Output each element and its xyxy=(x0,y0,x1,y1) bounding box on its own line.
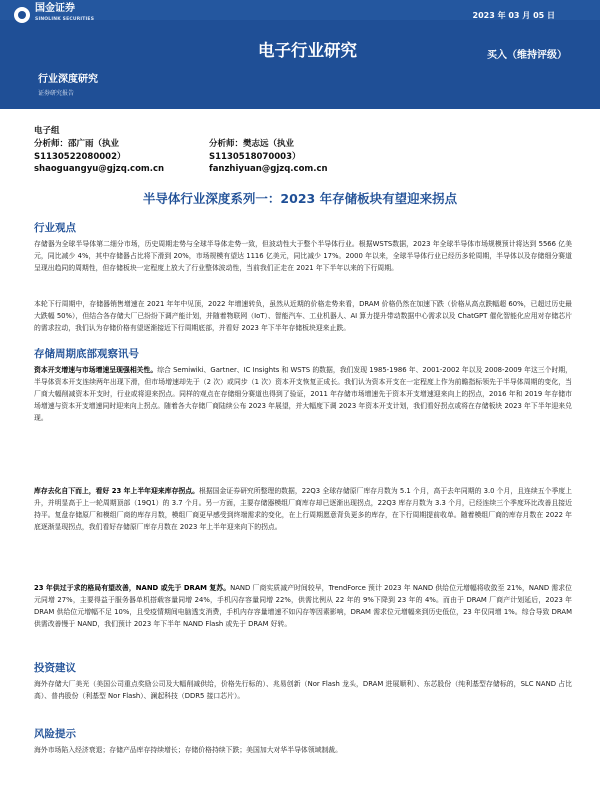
analyst-1-email: shaoguangyu@gjzq.com.cn xyxy=(34,164,165,175)
section-heading-industry-view: 行业观点 xyxy=(34,222,76,234)
logo-mark-icon xyxy=(14,7,30,23)
company-logo xyxy=(14,4,94,25)
main-title: 半导体行业深度系列一：2023 年存储板块有望迎来拐点 xyxy=(142,191,458,206)
analyst-2-license: S1130518070003） xyxy=(209,151,301,162)
paragraph-capex xyxy=(34,364,572,424)
paragraph-supply-demand xyxy=(34,582,572,630)
report-type: 行业深度研究 xyxy=(38,74,98,85)
analyst-2 xyxy=(209,138,328,176)
report-subtype: 证券研究报告 xyxy=(38,90,75,97)
paragraph-capex-lead: 资本开支增速与市场增速呈现强相关性。 xyxy=(34,366,158,374)
section-heading-risks: 风险提示 xyxy=(34,728,76,740)
analyst-2-email: fanzhiyuan@gjzq.com.cn xyxy=(209,164,328,175)
analyst-1-license: S1130522080002） xyxy=(34,151,126,162)
analyst-1 xyxy=(34,138,164,176)
paragraph-investment: 海外存储大厂美光（美国公司重点奖励公司及大幅削减供给，价格先行标的）、兆易创新（Nor Flash 龙头，DRAM 进展顺利）、东芯股份（纯利基型存储标的，SLC NAND 占比高）、普冉股份（利基型 Nor Flash）、澜起科技（DDR5 接口芯片）。 xyxy=(34,680,572,701)
paragraph-inventory xyxy=(34,485,572,533)
section-heading-cycle-signals: 存储周期底部观察讯号 xyxy=(34,348,139,360)
analyst-group: 电子组 xyxy=(34,126,60,136)
logo-subtitle: SINOLINK SECURITIES xyxy=(35,17,95,22)
analyst-1-name: 分析师：邵广雨（执业 xyxy=(34,139,120,149)
rating-badge: 买入（维持评级） xyxy=(487,50,567,61)
report-date: 2023 年 03 月 05 日 xyxy=(472,11,555,20)
paragraph-inventory-body: 根据国金证券研究所整理的数据，22Q3 全球存储原厂库存月数为 5.1 个月，高于去年同期的 3.0 个月，且连续五个季度上升，并明显高于上一轮周期顶部（19Q1）的 3.7 个月。另一方面，主要存储器模组厂商库存却已逐渐出现拐点，22Q3 库存月数为 3.3 个月，已经连续三个季度环比改善且接近持平。复盘存储原厂和模组厂商的库存月数，模组厂商更早感受到终端需求的变化，在上行周期愿意背负更多的库存，在下行周期提前收单。随着模组厂商的库存月数在 2022 年底逐渐显现拐点，我们看好存储原厂库存月数在 2023 年上半年迎来向下的拐点。 xyxy=(34,487,572,532)
section-heading-investment: 投资建议 xyxy=(34,662,76,674)
paragraph-downcycle: 本轮下行周期中，存储器销售增速在 2021 年年中见顶，2022 年增速转负，虽然从近期的价格走势来看，DRAM 价格仍然在加速下跌（价格从高点跌幅超 60%，已超过历史最大跌幅 50%），但结合各存储大厂已纷纷下调产能计划，并随着物联网（IoT）、智能汽车、工业机器人、AI 算力提升带动数据中心需求以及 ChatGPT 催化智能化应用对存储芯片的需求拉动，我们认为存储价格有望逐渐接近下行周期底部，并看好 2023 年下半年存储板块迎来止跌。 xyxy=(34,300,572,333)
report-title: 电子行业研究 xyxy=(258,41,357,60)
paragraph-risks: 海外市场陷入经济衰退；存储产品库存持续增长；存储价格持续下跌；美国加大对华半导体领域制裁。 xyxy=(34,746,342,754)
paragraph-supply-demand-body: NAND 厂商实质减产时间较早，TrendForce 预计 2023 年 NAND 供给位元增幅将收敛至 21%，NAND 需求位元同增 27%，主要得益于服务器单机搭载容量同增 24%，手机闪存容量同增 22%，供需比例从 22 年的 9%下降到 23 年的 4%。而由于 DRAM 厂商产计划延后，2023 年 DRAM 供给位元增幅不足 10%，且受疫情期间电脑透支消费，手机内存容量增速不如闪存等因素影响，DRAM 需求位元增幅来到历史低位，23 年仅同增 1%。综合导致 DRAM 供需改善慢于 NAND，我们预计 2023 年下半年 NAND Flash 或先于 DRAM 好转。 xyxy=(34,584,573,629)
paragraph-supply-demand-lead: 23 年供过于求的格局有望改善，NAND 或先于 DRAM 复苏。 xyxy=(34,584,231,592)
paragraph-inventory-lead: 库存去化自下而上，看好 23 年上半年迎来库存拐点。 xyxy=(34,487,199,495)
logo-name: 国金证券 xyxy=(35,3,75,14)
paragraph-industry-overview: 存储器为全球半导体第二细分市场，历史周期走势与全球半导体走势一致，但波动性大于整个半导体行业。根据WSTS数据，2023 年全球半导体市场规模预计将达到 5566 亿美元，同比减少 4%，其中存储器占比将下滑到 20%，市场规模有望达 1116 亿美元，同比减少 17%。2000 年以来，全球半导体行业已经历多轮周期，半导体以及存储细分赛道呈现出趋同的周期性，但存储板块一定程度上放大了行业整体波动性，当前我们正走在 2021 年下半年以来的下行周期。 xyxy=(34,240,572,273)
analyst-2-name: 分析师：樊志远（执业 xyxy=(209,139,295,149)
paragraph-capex-body: 综合 Semiwiki、Gartner、IC Insights 和 WSTS 的数据，我们发现 1985-1986 年、2001-2002 年以及 2008-2009 年这三个时期，半导体资本开支连续两年出现下滑，但市场增速却先于（2 次）或同步（1 次）资本开支恢复正成长。我们认为资本开支在一定程度上作为前瞻指标领先于半导体周期的变化，当厂商大幅削减资本开支时，行业或将迎来拐点。同样的观点在存储细分赛道也得到了验证，2011 年存储市场增速先于资本开支增速迎来向上的拐点，2016 年和 2019 年存储市场增速与资本开支增速同时迎来向上拐点。随着各大存储厂商陆续公布 2023 年展望，并大幅度下调 2023 年资本开支计划，我们看好拐点或将在存储板块 2023 年下半年迎来兑现。 xyxy=(34,366,572,423)
